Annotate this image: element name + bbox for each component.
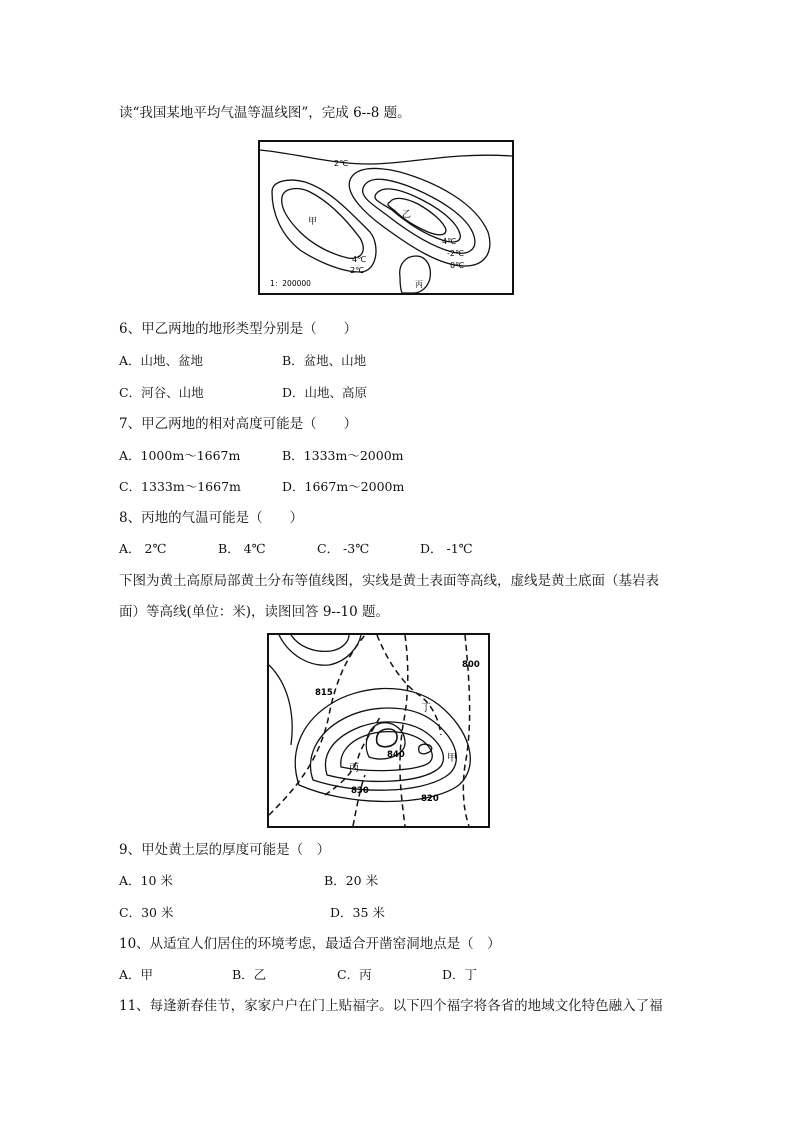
label-bing: 丙 — [415, 280, 423, 289]
label-815: 815 — [315, 688, 333, 698]
solid-contour-820 — [295, 688, 470, 801]
q9-option-a[interactable]: A．10 米 — [119, 873, 173, 888]
label-right-neg2c: -2℃ — [447, 249, 464, 258]
q10-stem: 10、从适宜人们居住的环境考虑，最适合开凿窑洞地点是（ ） — [119, 936, 501, 952]
label-jia: 甲 — [308, 217, 318, 227]
label-right-4c: 4℃ — [442, 237, 457, 246]
q10-option-d[interactable]: D．丁 — [442, 967, 478, 982]
label-800: 800 — [462, 660, 480, 670]
label-scale: 1：200000 — [270, 279, 311, 288]
solid-contour-830 — [325, 722, 443, 781]
q9-option-c[interactable]: C．30 米 — [119, 905, 174, 920]
intro-text-1: 读“我国某地平均气温等温线图”，完成 6--8 题。 — [119, 105, 411, 121]
label-830: 830 — [351, 786, 369, 796]
label-bing-2: 丙 — [349, 763, 359, 774]
q7-option-c[interactable]: C．1333m～1667m — [119, 479, 241, 494]
label-yi: 乙 — [402, 210, 412, 220]
intro-text-2-line2: 面）等高线(单位：米)，读图回答 9--10 题。 — [119, 604, 390, 620]
q10-option-b[interactable]: B．乙 — [232, 967, 267, 982]
q6-option-b[interactable]: B．盆地、山地 — [282, 353, 367, 368]
q8-option-b[interactable]: B． 4℃ — [218, 541, 266, 556]
q9-option-d[interactable]: D．35 米 — [330, 905, 385, 920]
label-jia-2: 甲 — [447, 753, 457, 764]
q7-option-a[interactable]: A．1000m～1667m — [119, 448, 241, 463]
label-820: 820 — [421, 794, 439, 804]
solid-contour-825 — [311, 708, 457, 790]
q6-option-c[interactable]: C．河谷、山地 — [119, 385, 204, 400]
q6-stem: 6、甲乙两地的地形类型分别是（ ） — [119, 321, 358, 337]
isotherm-map-svg — [260, 142, 512, 293]
label-left-4c: 4℃ — [352, 255, 367, 264]
label-ding: 丁 — [421, 703, 431, 714]
loess-contour-map-svg — [269, 635, 488, 826]
isotherm-top-line — [260, 150, 512, 164]
solid-contour-3 — [269, 665, 292, 745]
isotherm-right-core — [388, 198, 446, 234]
q8-option-d[interactable]: D． -1℃ — [420, 541, 473, 556]
label-top-2c: 2℃ — [334, 159, 349, 168]
isotherm-map — [258, 140, 514, 295]
q10-option-a[interactable]: A．甲 — [119, 967, 154, 982]
q9-stem: 9、甲处黄土层的厚度可能是（ ） — [119, 842, 331, 858]
q6-option-a[interactable]: A．山地、盆地 — [119, 353, 204, 368]
q8-option-a[interactable]: A． 2℃ — [119, 541, 167, 556]
q11-stem: 11、每逢新春佳节，家家户户在门上贴福字。以下四个福字将各省的地域文化特色融入了福 — [119, 998, 663, 1014]
q7-option-d[interactable]: D．1667m～2000m — [282, 479, 405, 494]
q10-option-c[interactable]: C．丙 — [337, 967, 372, 982]
loess-contour-map — [267, 633, 490, 828]
q7-stem: 7、甲乙两地的相对高度可能是（ ） — [119, 416, 358, 432]
intro-text-2-line1: 下图为黄土高原局部黄土分布等值线图，实线是黄土表面等高线，虚线是黄土底面（基岩表 — [119, 573, 659, 589]
label-right-0c: 0℃ — [450, 261, 465, 270]
q8-option-c[interactable]: C． -3℃ — [317, 541, 370, 556]
q9-option-b[interactable]: B．20 米 — [324, 873, 379, 888]
q8-stem: 8、丙地的气温可能是（ ） — [119, 510, 304, 526]
q6-option-d[interactable]: D．山地、高原 — [282, 385, 368, 400]
label-840: 840 — [387, 750, 405, 760]
solid-contour-2 — [291, 635, 349, 651]
q7-option-b[interactable]: B．1333m～2000m — [282, 448, 404, 463]
isotherm-left-inner — [282, 189, 364, 259]
label-left-2c: 2℃ — [350, 266, 365, 275]
